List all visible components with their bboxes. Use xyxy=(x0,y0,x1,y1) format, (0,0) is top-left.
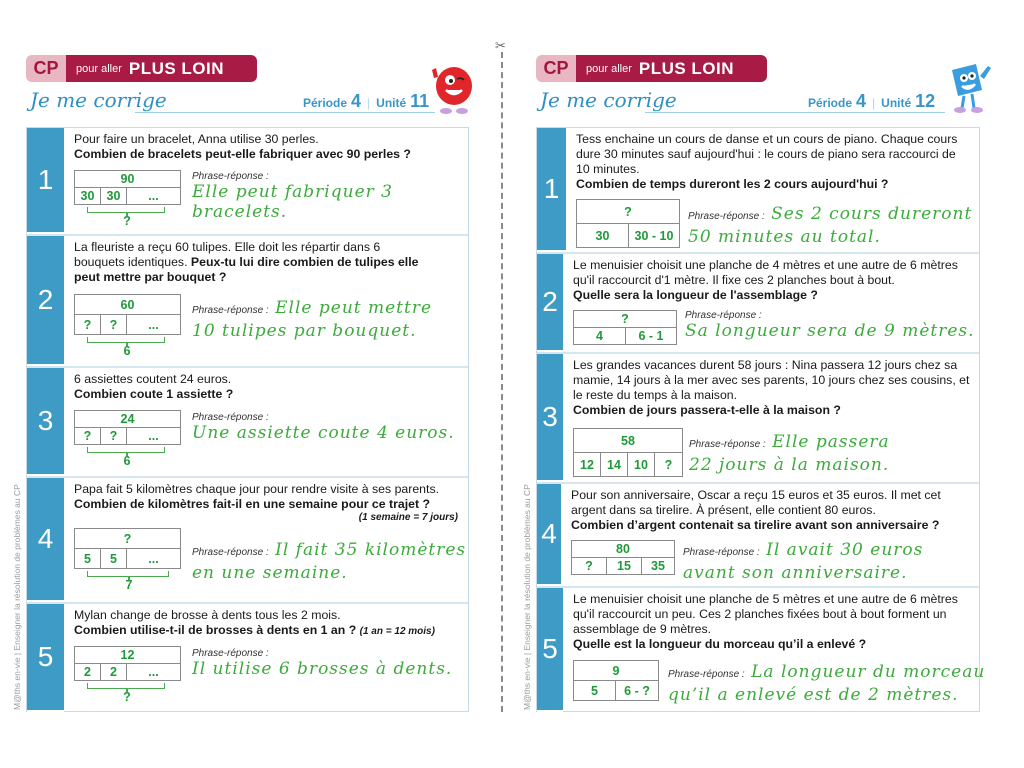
bar-total: ? xyxy=(574,311,677,328)
answer-label: Phrase-réponse : xyxy=(683,547,760,558)
banner-main: PLUS LOIN xyxy=(638,58,735,78)
unit-number: 11 xyxy=(410,91,430,111)
problem-question: Peux-tu lui dire combien de tulipes elle peut mettre par bouquet ? xyxy=(74,255,419,284)
separator: | xyxy=(367,96,371,110)
answer-label: Phrase-réponse : xyxy=(192,547,269,558)
problem-question: Combien d’argent contenait sa tirelire avant son anniversaire ? xyxy=(571,518,940,532)
answer-text: avant son anniversaire. xyxy=(683,563,908,583)
level-badge: CP xyxy=(536,55,576,82)
problem-number: 1 xyxy=(27,128,64,234)
side-credit-text: M@ths en-vie | Enseigner la résolution de problèmes au CP xyxy=(12,484,22,710)
separator: | xyxy=(872,96,876,110)
answer-text: Ses 2 cours dureront xyxy=(771,204,973,224)
answer-text: Sa longueur sera de 9 mètres. xyxy=(685,321,975,341)
answer-label: Phrase-réponse : xyxy=(192,171,269,182)
problem-row xyxy=(27,478,468,604)
problem-content xyxy=(64,368,468,476)
unit-label: Unité xyxy=(376,96,407,110)
problem-row xyxy=(537,484,979,588)
bar-model xyxy=(576,199,680,248)
brace-label: 7 xyxy=(125,578,133,592)
bar-total: 12 xyxy=(75,647,181,664)
bar-part: ? xyxy=(101,315,127,335)
problem-note: (1 an = 12 mois) xyxy=(359,626,435,637)
bar-part: 12 xyxy=(574,453,601,477)
problem-number: 2 xyxy=(537,254,563,352)
header-underline xyxy=(135,112,435,113)
bar-model xyxy=(573,428,683,477)
bar-part: 2 xyxy=(75,664,101,681)
problem-number: 5 xyxy=(27,604,64,712)
answer-text: Il fait 35 kilomètres xyxy=(275,540,467,560)
problem-number: 4 xyxy=(27,478,64,602)
brace xyxy=(74,681,181,703)
banner xyxy=(536,55,767,82)
problem-number: 3 xyxy=(27,368,64,476)
problem-text: Pour son anniversaire, Oscar a reçu 15 euros et 35 euros. Il met cet argent dans sa tirelire. À présent, elle contient 80 euros. xyxy=(571,488,941,517)
bar-part: ? xyxy=(75,428,101,445)
bar-total: 9 xyxy=(574,661,659,681)
answer-block xyxy=(192,412,455,443)
period-unit-label xyxy=(303,91,429,112)
problem-content xyxy=(563,254,979,352)
page-unit-11 xyxy=(0,0,505,768)
period-label: Période xyxy=(808,96,853,110)
answer-text: 22 jours à la maison. xyxy=(689,455,890,475)
problem-row xyxy=(537,588,986,712)
answer-block xyxy=(689,432,890,475)
problem-note: (1 semaine = 7 jours) xyxy=(358,512,458,523)
red-ball-mascot-icon xyxy=(428,60,478,116)
problem-content xyxy=(566,128,979,252)
banner-title xyxy=(66,55,257,82)
answer-label: Phrase-réponse : xyxy=(685,310,762,321)
bar-part: ... xyxy=(127,549,181,569)
problem-text: La fleuriste a reçu 60 tulipes. Elle doit les répartir dans 6 bouquets identiques. xyxy=(74,240,381,269)
bar-part: 5 xyxy=(574,681,616,701)
answer-label: Phrase-réponse : xyxy=(192,412,269,423)
blue-cube-mascot-icon xyxy=(942,60,994,116)
brace xyxy=(74,205,181,227)
bar-total: 60 xyxy=(75,295,181,315)
problem-content xyxy=(64,128,468,234)
problem-text: Mylan change de brosse à dents tous les 2 mois. xyxy=(74,608,341,622)
side-credit xyxy=(520,470,534,710)
problem-row xyxy=(537,354,979,484)
problem-row xyxy=(27,128,468,236)
bar-total: ? xyxy=(75,529,181,549)
problem-number: 4 xyxy=(537,484,561,586)
answer-label: Phrase-réponse : xyxy=(668,669,745,680)
bar-model xyxy=(74,646,181,703)
problem-text: Le menuisier choisit une planche de 5 mètres et une autre de 6 mètres qu'il raccourcit un peu. Ces 2 planches fixées bout à bout forment un assemblage de 9 mètres. xyxy=(573,592,958,636)
answer-text: Elle passera xyxy=(772,432,890,452)
page-unit-12 xyxy=(510,0,1024,768)
answer-text: Il utilise 6 brosses à dents. xyxy=(192,659,453,679)
answer-text: qu’il a enlevé est de 2 mètres. xyxy=(668,685,959,705)
bar-part: ? xyxy=(75,315,101,335)
problem-content xyxy=(563,354,979,482)
scissors-icon: ✂ xyxy=(495,38,506,53)
problem-content xyxy=(561,484,979,586)
brace xyxy=(74,445,181,467)
bar-model xyxy=(74,294,181,357)
bar-model xyxy=(573,660,659,701)
bar-part: ... xyxy=(127,664,181,681)
problem-text: Le menuisier choisit une planche de 4 mètres et une autre de 6 mètres qu'il raccourcit d'1 mètre. Il fixe ces 2 planches bout à bout. xyxy=(573,258,958,287)
page-subtitle: Je me corrige xyxy=(540,88,677,112)
answer-block xyxy=(683,540,923,583)
unit-label: Unité xyxy=(881,96,912,110)
problem-number: 5 xyxy=(537,588,563,712)
answer-text: La longueur du morceau xyxy=(751,662,986,682)
answer-block xyxy=(668,662,985,705)
answer-label: Phrase-réponse : xyxy=(192,648,269,659)
problem-text: Papa fait 5 kilomètres chaque jour pour rendre visite à ses parents. xyxy=(74,482,440,496)
problem-text: 6 assiettes coutent 24 euros. xyxy=(74,372,232,386)
brace-label: 6 xyxy=(123,344,131,358)
problem-list xyxy=(536,127,986,712)
period-label: Période xyxy=(303,96,348,110)
problem-number: 2 xyxy=(27,236,64,366)
answer-label: Phrase-réponse : xyxy=(688,211,765,222)
problem-number: 1 xyxy=(537,128,566,252)
bar-part: ? xyxy=(572,558,607,575)
problem-text: Les grandes vacances durent 58 jours : Nina passera 12 jours chez sa mamie, 14 jours à la mer avec ses parents, 10 jours chez ses cousins, et le reste du temps à la maison. xyxy=(573,358,970,402)
problem-content xyxy=(563,588,986,712)
bar-part: ... xyxy=(127,315,181,335)
answer-text: 50 minutes au total. xyxy=(688,227,881,247)
answer-text: Une assiette coute 4 euros. xyxy=(192,423,455,443)
bar-part: 30 - 10 xyxy=(629,224,680,248)
brace xyxy=(74,335,181,357)
bar-part: 30 xyxy=(101,188,127,205)
answer-block xyxy=(192,298,432,341)
bar-total: 80 xyxy=(572,541,675,558)
page-subtitle: Je me corrige xyxy=(30,88,167,112)
header-underline xyxy=(645,112,945,113)
problem-question: Combien de bracelets peut-elle fabriquer avec 90 perles ? xyxy=(74,147,411,161)
problem-question: Quelle est la longueur du morceau qu’il a enlevé ? xyxy=(573,637,867,651)
answer-block xyxy=(192,648,452,679)
problem-row xyxy=(537,128,979,254)
banner-prefix: pour aller xyxy=(586,62,632,75)
problem-question: Combien utilise-t-il de brosses à dents en 1 an ? xyxy=(74,623,357,637)
problem-content xyxy=(64,236,468,366)
answer-text: Elle peut fabriquer 3 bracelets. xyxy=(192,182,393,222)
problem-row xyxy=(27,368,468,478)
answer-block xyxy=(688,204,972,247)
answer-text: en une semaine. xyxy=(192,563,348,583)
side-credit xyxy=(10,470,24,710)
problem-question: Combien coute 1 assiette ? xyxy=(74,387,234,401)
bar-part: ? xyxy=(655,453,683,477)
bar-part: 4 xyxy=(574,328,626,345)
problem-question: Quelle sera la longueur de l'assemblage ? xyxy=(573,288,818,302)
problem-text: Tess enchaine un cours de danse et un cours de piano. Chaque cours dure 30 minutes sauf aujourd'hui : le cours de piano sera raccourci de 10 minutes. xyxy=(576,132,958,176)
problem-content xyxy=(64,478,468,602)
problem-row xyxy=(27,236,468,368)
bar-part: 10 xyxy=(628,453,655,477)
problem-row xyxy=(27,604,468,712)
bar-model xyxy=(74,528,181,591)
problem-question: Combien de jours passera-t-elle à la maison ? xyxy=(573,403,841,417)
side-credit-text: M@ths en-vie | Enseigner la résolution de problèmes au CP xyxy=(522,484,532,710)
bar-total: 24 xyxy=(75,411,181,428)
bar-total: ? xyxy=(577,200,680,224)
bar-part: ... xyxy=(127,428,181,445)
banner-main: PLUS LOIN xyxy=(128,58,225,78)
brace-label: ? xyxy=(123,690,131,704)
bar-part: 15 xyxy=(607,558,642,575)
bar-part: 35 xyxy=(642,558,675,575)
problem-list xyxy=(26,127,469,712)
answer-label: Phrase-réponse : xyxy=(192,305,269,316)
answer-block xyxy=(192,171,468,222)
bar-model xyxy=(571,540,675,575)
bar-model xyxy=(573,310,677,345)
bar-total: 58 xyxy=(574,429,683,453)
problem-content xyxy=(64,604,468,712)
answer-block xyxy=(685,310,975,341)
brace-label: ? xyxy=(123,214,131,228)
period-number: 4 xyxy=(856,91,867,111)
banner-title xyxy=(576,55,767,82)
bar-part: ? xyxy=(101,428,127,445)
bar-part: 5 xyxy=(75,549,101,569)
bar-part: 6 - 1 xyxy=(626,328,677,345)
answer-text: Elle peut mettre xyxy=(275,298,433,318)
level-badge: CP xyxy=(26,55,66,82)
bar-part: 30 xyxy=(577,224,629,248)
answer-label: Phrase-réponse : xyxy=(689,439,766,450)
brace xyxy=(74,569,181,591)
problem-question: Combien de kilomètres fait-il en une semaine pour ce trajet ? xyxy=(74,497,431,511)
bar-part: ... xyxy=(127,188,181,205)
banner xyxy=(26,55,257,82)
problem-text: Pour faire un bracelet, Anna utilise 30 perles. xyxy=(74,132,319,146)
bar-part: 14 xyxy=(601,453,628,477)
period-unit-label xyxy=(808,91,935,112)
answer-text: 10 tulipes par bouquet. xyxy=(192,321,417,341)
bar-model xyxy=(74,410,181,467)
problem-question: Combien de temps dureront les 2 cours aujourd'hui ? xyxy=(576,177,889,191)
bar-part: 30 xyxy=(75,188,101,205)
problem-row xyxy=(537,254,979,354)
answer-block xyxy=(192,540,466,583)
bar-model xyxy=(74,170,181,227)
bar-total: 90 xyxy=(75,171,181,188)
banner-prefix: pour aller xyxy=(76,62,122,75)
bar-part: 6 - ? xyxy=(616,681,659,701)
brace-label: 6 xyxy=(123,454,131,468)
unit-number: 12 xyxy=(915,91,936,111)
answer-text: Il avait 30 euros xyxy=(766,540,924,560)
bar-part: 2 xyxy=(101,664,127,681)
problem-number: 3 xyxy=(537,354,563,482)
bar-part: 5 xyxy=(101,549,127,569)
period-number: 4 xyxy=(351,91,362,111)
